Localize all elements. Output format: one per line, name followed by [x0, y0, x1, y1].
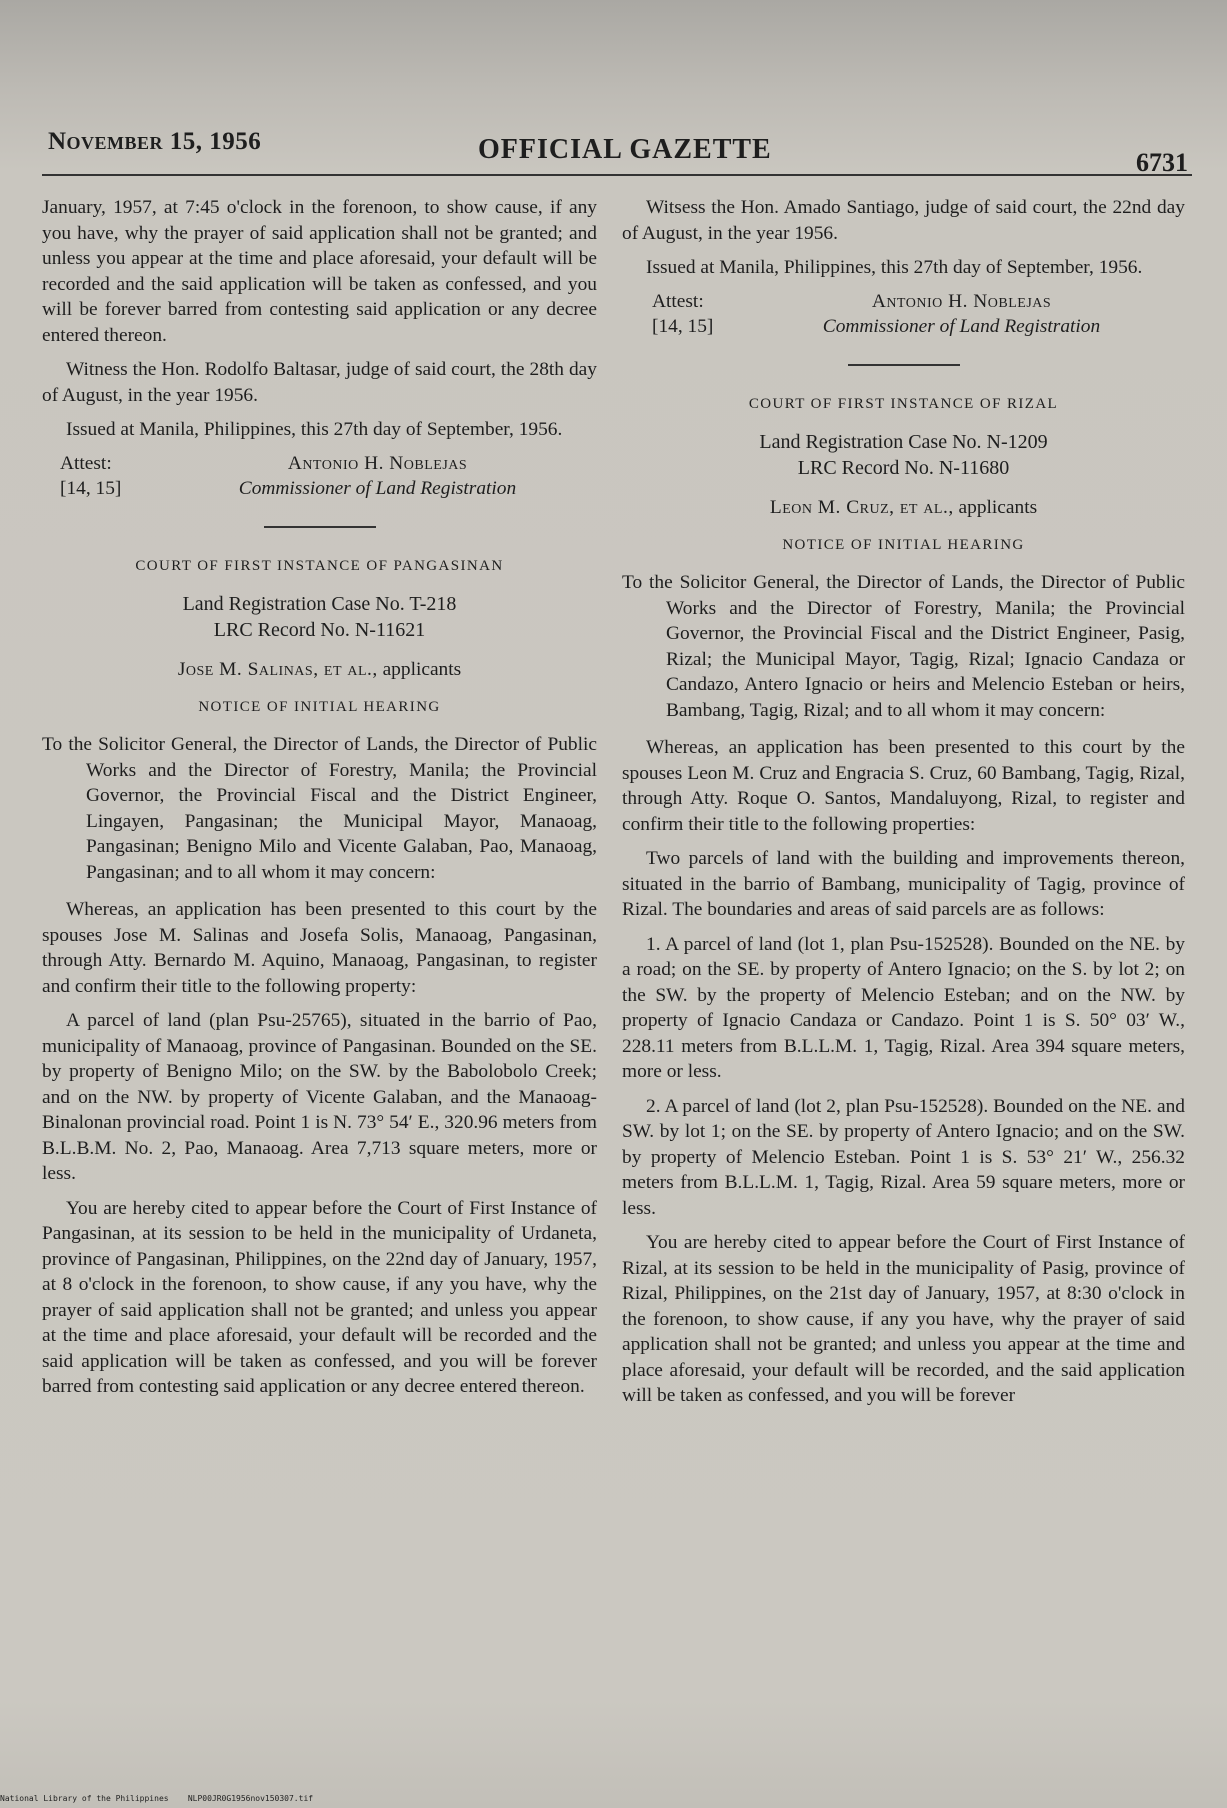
continuation-paragraph: January, 1957, at 7:45 o'clock in the forenoon, to show cause, if any you have, why the prayer of said application shall not be granted; and unless you appear at the time and place aforesaid, your default will be recorded and the said application will be taken as confessed, and you will be forever barred from contesting said application or any decree entered thereon. [42, 197, 597, 346]
attest-label: Attest: [652, 290, 704, 312]
witness-paragraph: Witness the Hon. Rodolfo Baltasar, judge of said court, the 28th day of August, in the year 1956. [42, 359, 597, 406]
attest-block [622, 289, 1185, 340]
whereas-paragraph: Whereas, an application has been presented to this court by the spouses Jose M. Salinas and Josefa Solis, Manaoag, Pangasinan, through Atty. Bernardo M. Aquino, Manaoag, Pangasinan, to register and confirm their title to the following property: [42, 899, 597, 997]
parcel-one-paragraph: 1. A parcel of land (lot 1, plan Psu-152528). Bounded on the NE. by a road; on the SE. by property of Antero Ignacio; on the S. by lot 2; on the SW. by the property of Melencio Esteban; and on the NW. by property of Ignacio Candaza or Candazo. Point 1 is S. 50° 03′ W., 228.11 meters from B.L.L.M. 1, Tagig, Rizal. Area 394 square meters, more or less. [622, 933, 1185, 1082]
cited-paragraph: You are hereby cited to appear before the Court of First Instance of Pangasinan, at its session to be held in the municipality of Urdaneta, province of Pangasinan, Philippines, on the 22nd day of January, 1957, at 8 o'clock in the forenoon, to show cause, if any you have, why the prayer of said application shall not be granted; and unless you appear at the time and place aforesaid, your default will be recorded and the said application will be taken as confessed, and you will be forever barred from contesting said application or any decree entered thereon. [42, 1197, 597, 1397]
scan-footer [0, 1794, 313, 1803]
attest-title: Commissioner of Land Registration [822, 316, 1101, 337]
parcels-intro-paragraph: Two parcels of land with the building and improvements thereon, situated in the barrio of Bambang, municipality of Tagig, province of Rizal. The boundaries and areas of said parcels are as follows: [622, 848, 1185, 920]
issued-paragraph: Issued at Manila, Philippines, this 27th day of September, 1956. [66, 419, 563, 440]
addressees-paragraph: To the Solicitor General, the Director of Lands, the Director of Public Works and the Director of Forestry, Manila; the Provincial Governor, the Provincial Fiscal and the District Engineer, Lingayen, Pangasinan; the Municipal Mayor, Manaoag, Pangasinan; Benigno Milo and Vicente Galaban, Pao, Manaoag, Pangasinan; and to all whom it may concern: [42, 734, 597, 883]
applicants-line [622, 495, 1185, 521]
case-number [622, 429, 1185, 481]
attest-title: Commissioner of Land Registration [238, 478, 517, 499]
parcel-two-paragraph: 2. A parcel of land (lot 2, plan Psu-152528). Bounded on the NE. and SW. by lot 1; on the SE. by property of Antero Ignacio; and on the SW. by property of Melencio Esteban. Point 1 is S. 53° 21′ W., 256.32 meters from B.L.L.M. 1, Tagig, Rizal. Area 59 square meters, more or less. [622, 1095, 1185, 1219]
publication-title: OFFICIAL GAZETTE [478, 134, 772, 165]
applicants-line [42, 657, 597, 683]
applicants-suffix: applicants [953, 497, 1038, 518]
witness-paragraph: Witsess the Hon. Amado Santiago, judge of said court, the 22nd day of August, in the year 1956. [622, 197, 1185, 244]
issue-date: November 15, 1956 [48, 128, 262, 155]
parcel-paragraph: A parcel of land (plan Psu-25765), situated in the barrio of Pao, municipality of Manaoag, province of Pangasinan. Bounded on the SE. by property of Benigno Milo; on the SW. by the Babolobolo Creek; and on the NW. by property of Vicente Galaban, and the Manaoag-Binalonan provincial road. Point 1 is N. 73° 54′ E., 320.96 meters from B.L.B.M. No. 2, Pao, Manaoag. Area 7,713 square meters, more or less. [42, 1010, 597, 1184]
issued-paragraph: Issued at Manila, Philippines, this 27th day of September, 1956. [646, 257, 1143, 278]
header-rule [42, 174, 1192, 176]
court-heading: COURT OF FIRST INSTANCE OF RIZAL [748, 395, 1059, 412]
attest-name: Antonio H. Noblejas [871, 290, 1052, 312]
applicants-name: Leon M. Cruz, et al., [769, 497, 954, 518]
attest-ref: [14, 15] [652, 316, 714, 337]
applicants-name: Jose M. Salinas, et al., [177, 659, 378, 680]
attest-ref: [14, 15] [60, 478, 122, 499]
court-heading: COURT OF FIRST INSTANCE OF PANGASINAN [135, 557, 504, 574]
applicants-suffix: applicants [377, 659, 462, 680]
attest-label: Attest: [60, 452, 112, 474]
notice-heading: NOTICE OF INITIAL HEARING [198, 698, 441, 715]
case-line: Land Registration Case No. T-218 [182, 593, 457, 615]
case-number [42, 591, 597, 643]
section-divider [848, 364, 960, 366]
record-line: LRC Record No. N-11680 [797, 457, 1010, 479]
left-column [42, 195, 597, 1400]
section-divider [264, 526, 376, 528]
cited-paragraph: You are hereby cited to appear before the Court of First Instance of Rizal, at its session to be held in the municipality of Pasig, province of Rizal, Philippines, on the 21st day of January, 1957, at 8:30 o'clock in the forenoon, to show cause, if any you have, why the prayer of said application shall not be granted; and unless you appear at the time and place aforesaid, your default will be recorded, and the said application will be taken as confessed, and you will be forever [622, 1232, 1185, 1406]
whereas-paragraph: Whereas, an application has been presented to this court by the spouses Leon M. Cruz and Engracia S. Cruz, 60 Bambang, Tagig, Rizal, through Atty. Roque O. Santos, Mandaluyong, Rizal, to register and confirm their title to the following properties: [622, 737, 1185, 835]
page-number: 6731 [1136, 148, 1188, 177]
right-column [622, 195, 1185, 1409]
attest-name: Antonio H. Noblejas [287, 452, 468, 474]
record-line: LRC Record No. N-11621 [213, 619, 426, 641]
library-credit: National Library of the Philippines [0, 1794, 169, 1803]
addressees-paragraph: To the Solicitor General, the Director of Lands, the Director of Public Works and the Director of Forestry, Manila; the Provincial Governor, the Provincial Fiscal and the District Engineer, Pasig, Rizal; the Municipal Mayor, Tagig, Rizal; Ignacio Candaza or Candazo, Antero Ignacio or heirs and Melencio Esteban or heirs, Bambang, Tagig, Rizal; and to all whom it may concern: [622, 572, 1185, 721]
scan-filename: NLP00JR0G1956nov150307.tif [187, 1794, 314, 1803]
running-head [48, 124, 1188, 177]
notice-heading: NOTICE OF INITIAL HEARING [782, 536, 1025, 553]
case-line: Land Registration Case No. N-1209 [759, 431, 1048, 453]
attest-block [42, 451, 597, 502]
